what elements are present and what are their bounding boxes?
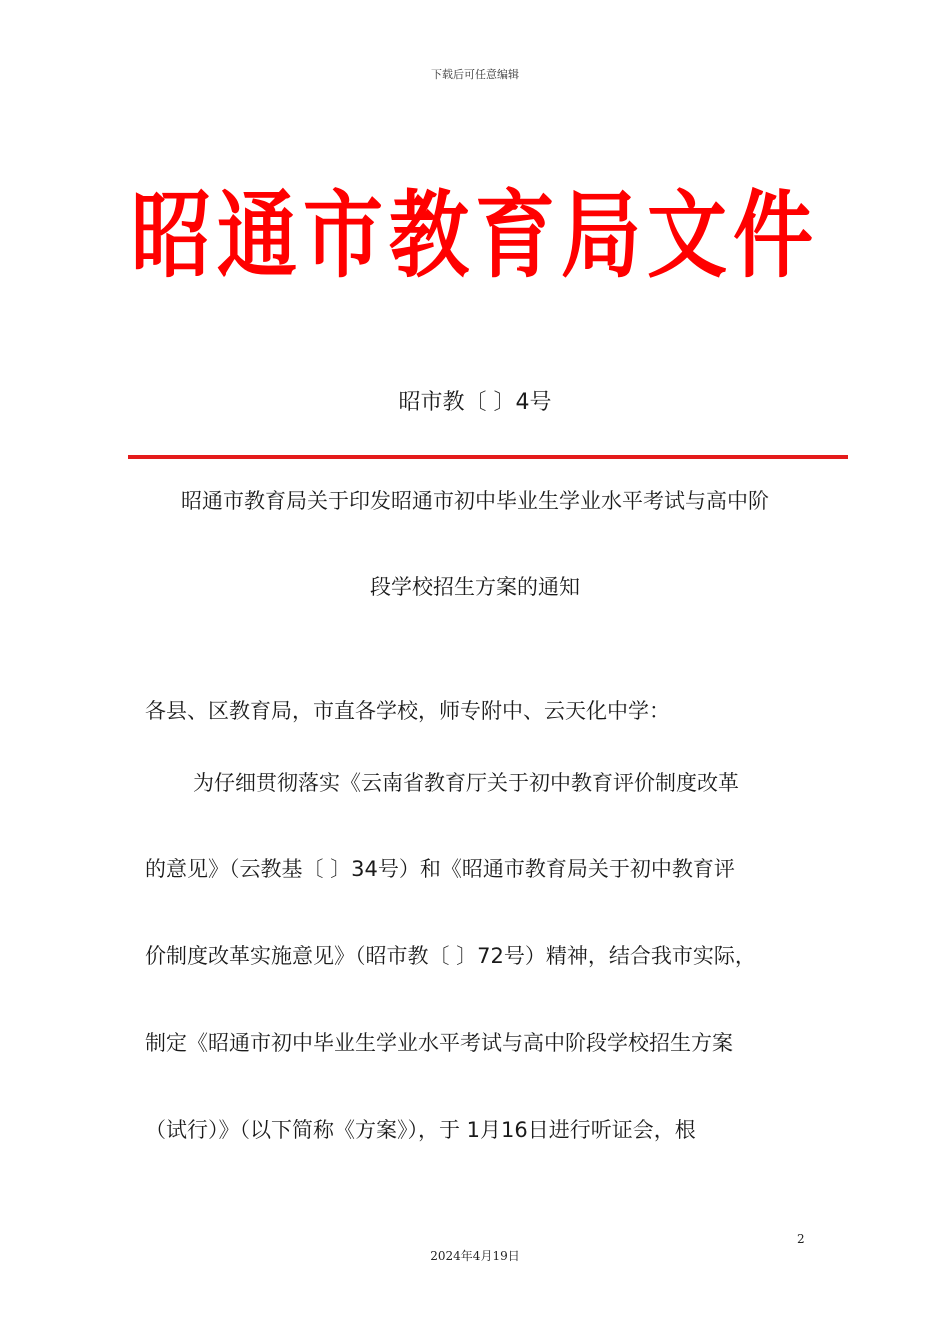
notice-title-line-1: 昭通市教育局关于印发昭通市初中毕业生学业水平考试与高中阶 bbox=[181, 489, 769, 513]
header-note: 下载后可任意编辑 bbox=[431, 68, 519, 81]
salutation: 各县、区教育局，市直各学校，师专附中、云天化中学： bbox=[145, 699, 670, 723]
body-line: 制定《昭通市初中毕业生学业水平考试与高中阶段学校招生方案 bbox=[145, 1031, 733, 1055]
body-line: 的意见》（云教基〔 〕34号）和《昭通市教育局关于初中教育评 bbox=[145, 857, 735, 881]
footer-date: 2024年4月19日 bbox=[430, 1249, 520, 1263]
body-line: 为仔细贯彻落实《云南省教育厅关于初中教育评价制度改革 bbox=[193, 771, 739, 795]
document-masthead: 昭通市教育局文件 bbox=[131, 179, 819, 291]
notice-title-line-2: 段学校招生方案的通知 bbox=[370, 575, 580, 599]
body-line: 价制度改革实施意见》（昭市教〔 〕72号）精神，结合我市实际， bbox=[145, 944, 756, 968]
body-line: （试行）》（以下简称《方案》），于 1月16日进行听证会，根 bbox=[145, 1118, 696, 1142]
document-number: 昭市教〔 〕4号 bbox=[398, 390, 552, 415]
page-number: 2 bbox=[797, 1232, 805, 1246]
red-divider-rule bbox=[128, 455, 848, 459]
